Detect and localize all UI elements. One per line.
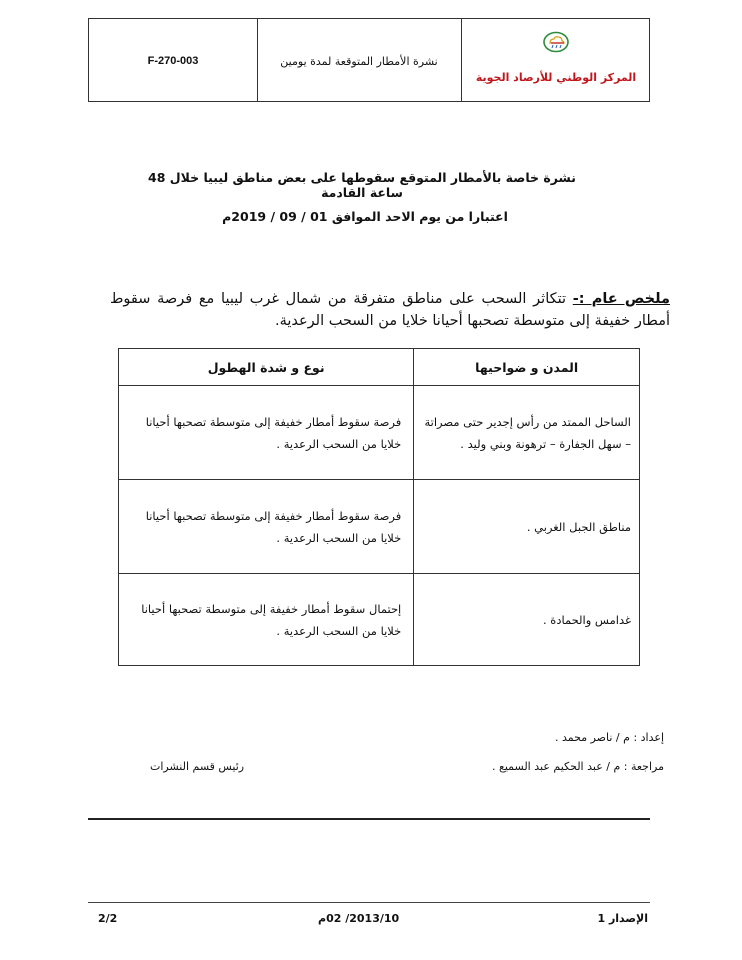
bulletin-main-title: نشرة خاصة بالأمطار المتوقع سقوطها على بعض مناطق ليبيا خلال 48 ساعة القادمة: [148, 170, 576, 200]
precipitation-cell: إحتمال سقوط أمطار خفيفة إلى متوسطة تصحبها أحيانا خلايا من السحب الرعدية .: [119, 574, 414, 666]
forecast-table: [118, 348, 640, 666]
cities-cell: غدامس والحمادة .: [414, 574, 640, 666]
organization-name: المركز الوطني للأرصاد الجوية: [475, 71, 637, 84]
issue-date: 2013/10/ 02م: [318, 912, 400, 925]
cities-cell: مناطق الجبل الغربي .: [414, 480, 640, 574]
document-header: [88, 18, 650, 102]
bulletin-date-line: اعتبارا من يوم الاحد الموافق 01 / 09 / 2019م: [222, 209, 508, 224]
prepared-by: إعداد : م / ناصر محمد .: [555, 731, 664, 744]
department-head: رئيس قسم النشرات: [150, 760, 245, 773]
table-row: [119, 574, 640, 666]
edition-number: الإصدار 1: [597, 912, 648, 925]
table-row: [119, 480, 640, 574]
general-summary: [110, 288, 670, 332]
organization-block: [461, 19, 651, 103]
separator-line: [88, 818, 650, 820]
summary-label: ملخص عام :-: [572, 291, 671, 307]
precipitation-cell: فرصة سقوط أمطار خفيفة إلى متوسطة تصحبها أحيانا خلايا من السحب الرعدية .: [119, 480, 414, 574]
form-code: F-270-003: [147, 55, 199, 67]
footer-separator: [88, 902, 650, 903]
table-row: [119, 386, 640, 480]
summary-text: تتكاثر السحب على مناطق متفرقة من شمال غرب ليبيا مع فرصة سقوط أمطار خفيفة إلى متوسطة تصحبها أحيانا خلايا من السحب الرعدية.: [110, 291, 670, 329]
cloud-rain-logo-icon: [543, 31, 569, 53]
reviewed-by: مراجعة : م / عبد الحكيم عبد السميع .: [491, 760, 664, 773]
bulletin-title: نشرة الأمطار المتوقعة لمدة يومين: [280, 54, 438, 68]
table-header-row: [119, 349, 640, 386]
cities-column-header: المدن و ضواحيها: [414, 349, 640, 386]
precipitation-column-header: نوع و شدة الهطول: [119, 349, 414, 386]
precipitation-cell: فرصة سقوط أمطار خفيفة إلى متوسطة تصحبها أحيانا خلايا من السحب الرعدية .: [119, 386, 414, 480]
cities-cell: الساحل الممتد من رأس إجدير حتى مصراتة – سهل الجفارة – ترهونة وبني وليد .: [414, 386, 640, 480]
page-number: 2/2: [98, 912, 118, 925]
